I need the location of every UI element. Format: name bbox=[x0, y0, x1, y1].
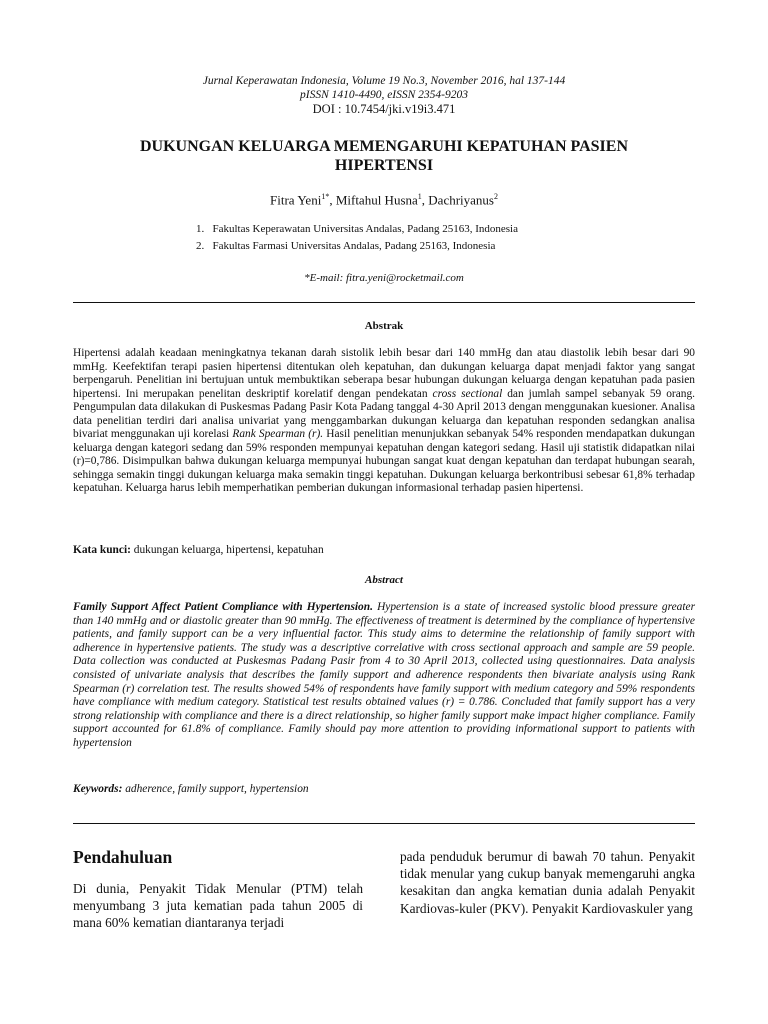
corresponding-email: *E-mail: fitra.yeni@rocketmail.com bbox=[304, 272, 464, 284]
abstrak-heading: Abstrak bbox=[364, 320, 404, 332]
abstract-body bbox=[73, 601, 695, 751]
section-divider bbox=[73, 302, 695, 303]
abstract-text: Hypertension is a state of increased systolic blood pressure greater than 140 mmHg and or diastolic greater than 90 mmHg. The effectiveness of treatment is determined by the compliance of hypertensive patients, and family support can be a very influential factor. This study aims to determine the relationship of family support with adherence in hypertensive patients. The study was a descriptive correlative with cross sectional approach and sample are 59 people. Data collection was conducted at Puskesmas Padang Pasir from 4 to 30 April 2013, collected using questionnaires. Data analysis consisted of univariate analysis that describes the family support and adherence respondents then bivariate analysis using Rank Spearman (r) correlation test. The results showed 54% of respondents have family support with medium category and 59% respondents have compliance with medium category. Statistical test results obtained values (r) = 0.786. Concluded that family support has a very strong relationship with compliance and there is a direct relationship, so higher family support make impact higher compliance. Family support accounted for 61.8% of compliance. Family should pay more attention to providing informational support to patients with hypertension bbox=[73, 601, 695, 749]
abstrak-text: dan jumlah sampel sebanyak 59 orang. Pengumpulan data dilakukan di Puskesmas Padang Pasir Kota Padang tanggal 4-30 April 2013 dengan menggunakan kuesioner. Analisa data penelitian terdiri dari analisa univariat yang menggambarkan dukungan keluarga dan kepatuhan responden sedangkan analisa bivariat menggunakan uji korelasi bbox=[73, 387, 695, 441]
author-name: Dachriyanus bbox=[428, 192, 494, 208]
author-separator: , bbox=[421, 192, 429, 208]
kata-kunci-label: Kata kunci: bbox=[73, 544, 131, 556]
section-heading-pendahuluan: Pendahuluan bbox=[73, 847, 173, 867]
affiliation-item: 1. Fakultas Keperawatan Universitas Andalas, Padang 25163, Indonesia bbox=[196, 223, 518, 235]
section-divider bbox=[73, 823, 695, 824]
issn-line: pISSN 1410-4490, eISSN 2354-9203 bbox=[299, 89, 468, 101]
abstract-title: Family Support Affect Patient Compliance with Hypertension. bbox=[73, 601, 373, 613]
author-name: Miftahul Husna bbox=[335, 192, 418, 208]
doi-line: DOI : 10.7454/jki.v19i3.471 bbox=[312, 102, 456, 116]
author-separator: , bbox=[329, 192, 336, 208]
keywords-text: adherence, family support, hypertension bbox=[122, 783, 309, 795]
abstract-heading: Abstract bbox=[365, 574, 403, 586]
author-list bbox=[0, 192, 768, 208]
title-line-1: DUKUNGAN KELUARGA MEMENGARUHI KEPATUHAN PASIEN bbox=[139, 138, 628, 155]
title-line-2: HIPERTENSI bbox=[334, 157, 434, 174]
keywords-label: Keywords: bbox=[73, 783, 123, 795]
paper-title bbox=[0, 137, 768, 175]
abstrak-italic-term: Rank Spearman (r). bbox=[232, 428, 324, 441]
author-affiliation-mark: 2 bbox=[493, 192, 498, 201]
author-affiliation-mark: 1* bbox=[321, 192, 330, 201]
affiliation-item: 2. Fakultas Farmasi Universitas Andalas, Padang 25163, Indonesia bbox=[196, 240, 496, 252]
journal-citation: Jurnal Keperawatan Indonesia, Volume 19 No.3, November 2016, hal 137-144 bbox=[202, 75, 566, 87]
kata-kunci bbox=[73, 544, 324, 556]
abstrak-body bbox=[73, 347, 695, 496]
keywords bbox=[73, 783, 309, 795]
abstrak-italic-term: cross sectional bbox=[432, 387, 503, 400]
intro-left-column: Di dunia, Penyakit Tidak Menular (PTM) telah menyumbang 3 juta kematian pada tahun 2005 di mana 60% kematian diantaranya terjadi bbox=[73, 881, 363, 931]
abstrak-text: Hasil penelitian menunjukkan sebanyak 54% responden mendapatkan dukungan keluarga dengan kategori sedang dan 59% responden mempunyai kepatuhan dengan kategori sedang. Hasil uji statistik didapatkan nilai (r)=0,786. Disimpulkan bahwa dukungan keluarga mempunyai hubungan sangat kuat dengan kepatuhan dan terdapat hubungan searah, sehingga semakin tinggi dukungan keluarga maka semakin tinggi kepatuhan. Dukungan keluarga berkontribusi sebesar 61,8% terhadap kepatuhan. Keluarga harus lebih memperhatikan pemberian dukungan informasional terhadap pasien hipertensi. bbox=[73, 428, 695, 495]
kata-kunci-text: dukungan keluarga, hipertensi, kepatuhan bbox=[130, 544, 324, 556]
intro-right-column: pada penduduk berumur di bawah 70 tahun. Penyakit tidak menular yang cukup banyak memengaruhi angka kesakitan dan angka kematian dunia adalah Penyakit Kardiovas-kuler (PKV). Penyakit Kardiovaskuler yang bbox=[400, 849, 695, 916]
author-name: Fitra Yeni bbox=[270, 192, 322, 208]
abstrak-text: Hipertensi adalah keadaan meningkatnya tekanan darah sistolik lebih besar dari 140 mmHg dan atau diastolik lebih besar dari 90 mmHg. Keefektifan terapi pasien hipertensi ditentukan oleh kepatuhan, dan dukungan keluarga dapat menjadi faktor yang sangat berpengaruh. Penelitian ini bertujuan untuk membuktikan seberapa besar hubungan dukungan keluarga dengan kepatuhan pada pasien hipertensi. Ini merupakan penelitan deskriptif korelatif dengan pendekatan bbox=[73, 347, 695, 400]
author-affiliation-mark: 1 bbox=[417, 192, 422, 201]
